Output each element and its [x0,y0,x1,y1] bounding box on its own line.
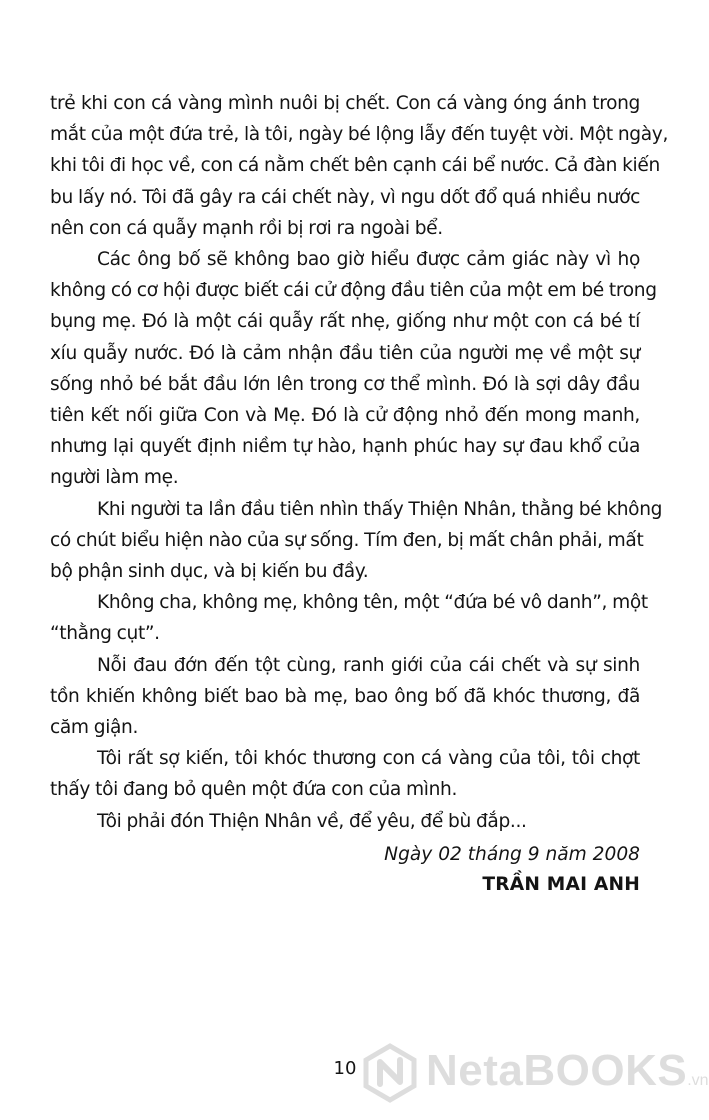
text-line: mắt của một đứa trẻ, là tôi, ngày bé lộng lẫy đến tuyệt vời. Một ngày, [50,124,669,146]
text-line: “thằng cụt”. [50,623,160,645]
text-line: tồn khiến không biết bao bà mẹ, bao ông bố đã khóc thương, đã [50,685,640,707]
text-line: Khi người ta lần đầu tiên nhìn thấy Thiện Nhân, thằng bé không [97,498,663,520]
paragraph [50,494,663,588]
text-line: Tôi rất sợ kiến, tôi khóc thương con cá vàng của tôi, tôi chợt [97,748,640,770]
text-line: thấy tôi đang bỏ quên một đứa con của mình. [50,779,458,801]
text-line: bộ phận sinh dục, và bị kiến bu đầy. [50,561,369,583]
body-text [50,88,669,837]
text-line: xíu quẫy nước. Đó là cảm nhận đầu tiên của người mẹ về một sự [50,342,640,364]
text-line: Nỗi đau đớn đến tột cùng, ranh giới của cái chết và sự sinh [97,654,640,676]
paragraph [50,743,640,805]
watermark-suffix: .vn [687,1072,709,1089]
text-line: bụng mẹ. Đó là một cái quẫy rất nhẹ, giống như một con cá bé tí [50,311,640,333]
paragraph [50,587,648,649]
text-line: nên con cá quẫy mạnh rồi bị rơi ra ngoài bể. [50,217,443,239]
paragraph [50,88,669,244]
text-line: sống nhỏ bé bắt đầu lớn lên trong cơ thể mình. Đó là sợi dây đầu [50,373,640,395]
signature-author: TRẦN MAI ANH [482,874,640,895]
text-line: Các ông bố sẽ không bao giờ hiểu được cảm giác này vì họ [97,249,640,271]
text-line: khi tôi đi học về, con cá nằm chết bên cạnh cái bể nước. Cả đàn kiến [50,155,660,177]
text-line: căm giận. [50,717,139,739]
paragraph [50,650,640,744]
text-line: nhưng lại quyết định niềm tự hào, hạnh phúc hay sự đau khổ của [50,436,640,458]
text-line: bu lấy nó. Tôi đã gây ra cái chết này, vì ngu dốt đổ quá nhiều nước [50,186,640,208]
text-line: trẻ khi con cá vàng mình nuôi bị chết. Con cá vàng óng ánh trong [50,93,640,114]
text-line: có chút biểu hiện nào của sự sống. Tím đen, bị mất chân phải, mất [50,529,644,551]
text-line: Không cha, không mẹ, không tên, một “đứa bé vô danh”, một [97,592,648,614]
signature-block [384,840,640,900]
text-line: người làm mẹ. [50,467,179,489]
text-line: tiên kết nối giữa Con và Mẹ. Đó là cử động nhỏ đến mong manh, [50,405,640,427]
watermark-brand: NetaBOOKS [426,1046,688,1095]
page-number: 10 [333,1058,357,1079]
text-line: không có cơ hội được biết cái cử động đầu tiên của một em bé trong [50,280,657,302]
paragraph [50,244,657,494]
text-line: Tôi phải đón Thiện Nhân về, để yêu, để bù đắp... [97,810,527,832]
paragraph [50,806,640,837]
signature-date: Ngày 02 tháng 9 năm 2008 [384,844,640,865]
